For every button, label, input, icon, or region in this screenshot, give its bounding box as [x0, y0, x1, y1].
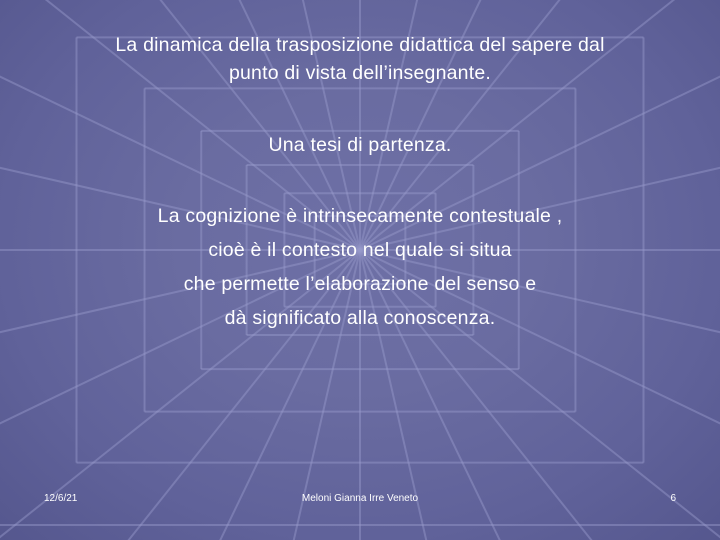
subtitle-line: Una tesi di partenza. [268, 134, 452, 156]
body-line-2: cioè è il contesto nel quale si situa [208, 239, 512, 261]
footer-date: 12/6/21 [44, 493, 78, 504]
footer-author: Meloni Gianna Irre Veneto [301, 493, 419, 504]
footer-page-number: 6 [670, 493, 676, 504]
slide-title [0, 31, 720, 87]
body-line-3: che permette l’elaborazione del senso e [183, 273, 537, 295]
body-line-4: dà significato alla conoscenza. [224, 307, 496, 329]
title-line-2: punto di vista dell’insegnante. [228, 62, 492, 84]
slide-body [0, 199, 720, 335]
title-line-1: La dinamica della trasposizione didattica del sapere dal [115, 34, 605, 56]
slide-subtitle [0, 131, 720, 159]
body-line-1: La cognizione è intrinsecamente contestuale , [157, 205, 563, 227]
